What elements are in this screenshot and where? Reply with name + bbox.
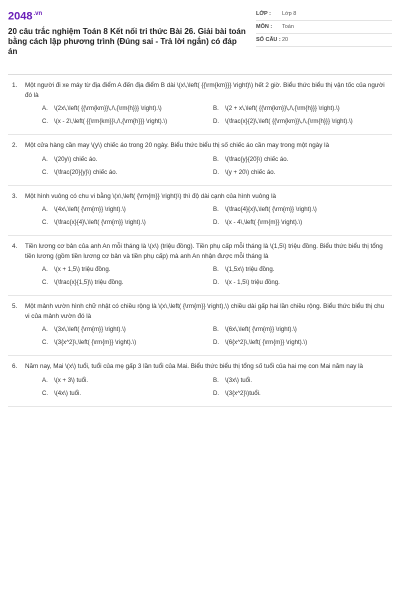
option-letter: C. [42, 339, 49, 346]
option-letter: D. [213, 389, 220, 397]
question-separator [8, 406, 392, 407]
option-text: \(3{x^2}\)tuổi. [225, 389, 261, 397]
answer-options [8, 155, 392, 181]
option-text: \(\frac{x}{4}\,\left( {\rm{m}} \right).\) [54, 219, 146, 226]
info-row-class [256, 8, 392, 21]
question-stem [8, 141, 392, 151]
question-text: Một cửa hàng cần may \(y\) chiếc áo trong 20 ngày. Biểu thức biểu thị số chiếc áo cần may trong một ngày là [25, 142, 330, 149]
option-letter: A. [42, 155, 48, 163]
answer-option[interactable] [213, 338, 384, 347]
question-item [8, 141, 392, 186]
header-left [8, 8, 246, 70]
question-separator [8, 295, 392, 296]
option-letter: B. [213, 155, 219, 163]
option-letter: A. [42, 105, 48, 112]
option-text: \(1,5x\) triệu đồng. [225, 266, 275, 273]
option-letter: B. [213, 326, 219, 333]
question-stem [8, 362, 392, 372]
question-number: 1. [12, 82, 18, 89]
answer-options [8, 265, 392, 291]
question-separator [8, 355, 392, 356]
option-text: \(3{x^2}\,\left( {\rm{m}} \right).\) [54, 339, 137, 346]
option-letter: B. [213, 206, 219, 213]
option-text: \(\frac{x}{2}\,\left( {{\rm{km}}\,/\,{\rm{h}}} \right).\) [225, 118, 353, 125]
answer-option[interactable] [213, 376, 384, 385]
option-letter: C. [42, 219, 49, 226]
option-text: \(x + 1,5\) triệu đồng. [54, 266, 111, 273]
option-letter: C. [42, 168, 49, 176]
option-text: \(\frac{20}{y}\) chiếc áo. [54, 168, 118, 176]
option-text: \(x - 4\,\left( {\rm{m}} \right).\) [225, 219, 303, 226]
question-text: Tiền lương cơ bản của anh An mỗi tháng là \(x\) (triệu đồng). Tiền phụ cấp mỗi tháng là \(1,5\) triệu đồng. Biểu thức biểu thị tổng tiền lương (gồm tiền lương cơ bản và tiền phụ cấp) mà anh An nhận được mỗi tháng là [25, 243, 383, 260]
option-letter: C. [42, 279, 49, 286]
question-text: Một mảnh vườn hình chữ nhật có chiều rộng là \(x\,\left( {\rm{m}} \right),\) chiều dài gấp hai lần chiều rộng. Biểu thức biểu thị chu vi của mảnh vườn đó là [25, 303, 385, 320]
question-number: 3. [12, 192, 18, 200]
answer-option[interactable] [42, 155, 213, 164]
option-text: \(3x\) tuổi. [225, 376, 253, 384]
info-label: SỐ CÂU : [256, 37, 281, 43]
option-letter: B. [213, 266, 219, 273]
option-text: \(20y\) chiếc áo. [54, 155, 98, 163]
answer-option[interactable] [42, 389, 213, 398]
answer-option[interactable] [42, 218, 213, 227]
info-row-subject [256, 21, 392, 34]
question-item [8, 302, 392, 356]
question-text: Một hình vuông có chu vi bằng \(x\,\left( {\rm{m}} \right)\) thì độ dài cạnh của hình vuông là [25, 192, 276, 200]
info-label: LỚP : [256, 11, 271, 17]
answer-option[interactable] [213, 265, 384, 274]
logo-suffix: .vn [33, 11, 43, 17]
option-letter: D. [213, 168, 220, 176]
question-stem [8, 192, 392, 202]
option-letter: D. [213, 279, 220, 286]
answer-option[interactable] [213, 389, 384, 398]
info-value: 20 [282, 37, 289, 43]
option-text: \(x - 1,5\) triệu đồng. [225, 279, 280, 286]
page-header [8, 0, 392, 70]
answer-option[interactable] [42, 325, 213, 334]
answer-option[interactable] [42, 117, 213, 126]
question-text: Một người đi xe máy từ địa điểm A đến địa điểm B dài \(x\,\left( {{\rm{km}}} \right)\) hết 2 giờ. Biểu thức biểu thị vận tốc của người đó là [25, 82, 385, 99]
answer-option[interactable] [213, 155, 384, 164]
question-separator [8, 185, 392, 186]
option-text: \(\frac{y}{20}\) chiếc áo. [225, 155, 289, 163]
logo-main: 2048 [8, 10, 33, 23]
answer-options [8, 205, 392, 231]
option-letter: C. [42, 389, 49, 397]
answer-options [8, 376, 392, 402]
option-letter: A. [42, 206, 48, 213]
answer-option[interactable] [213, 205, 384, 214]
question-number: 6. [12, 363, 18, 370]
answer-option[interactable] [213, 117, 384, 126]
option-letter: D. [213, 339, 220, 346]
info-value: Lớp 8 [282, 11, 297, 17]
question-number: 2. [12, 142, 18, 149]
option-letter: B. [213, 105, 219, 112]
answer-option[interactable] [213, 218, 384, 227]
answer-options [8, 104, 392, 130]
info-label: MÔN : [256, 24, 273, 30]
option-text: \(4x\,\left( {\rm{m}} \right).\) [54, 206, 126, 213]
option-letter: A. [42, 266, 48, 273]
answer-option[interactable] [213, 104, 384, 113]
answer-option[interactable] [213, 168, 384, 177]
option-text: \(\frac{x}{1,5}\) triệu đồng. [54, 279, 124, 286]
answer-option[interactable] [42, 278, 213, 287]
answer-option[interactable] [213, 278, 384, 287]
option-text: \(y + 20\) chiếc áo. [225, 168, 276, 176]
question-stem [8, 242, 392, 261]
question-item [8, 192, 392, 237]
option-text: \(\frac{4}{x}\,\left( {\rm{m}} \right).\) [225, 206, 317, 213]
option-text: \(3x\,\left( {\rm{m}} \right).\) [54, 326, 126, 333]
info-value: Toán [282, 24, 294, 30]
question-item [8, 81, 392, 135]
answer-option[interactable] [42, 104, 213, 113]
answer-option[interactable] [213, 325, 384, 334]
question-number: 4. [12, 243, 18, 250]
question-text: Năm nay, Mai \(x\) tuổi, tuổi của mẹ gấp 3 lần tuổi của Mai. Biểu thức biểu thị tổng số tuổi của hai mẹ con Mai năm nay là [25, 363, 364, 370]
question-stem [8, 81, 392, 100]
answer-option[interactable] [42, 265, 213, 274]
info-row-count [256, 34, 392, 47]
question-stem [8, 302, 392, 321]
option-text: \(6{x^2}\,\left( {\rm{m}} \right).\) [225, 339, 308, 346]
option-text: \(x + 3\) tuổi. [54, 376, 89, 384]
answer-option[interactable] [42, 168, 213, 177]
answer-option[interactable] [42, 205, 213, 214]
option-letter: C. [42, 118, 49, 125]
option-letter: D. [213, 219, 220, 226]
question-separator [8, 235, 392, 236]
option-letter: B. [213, 376, 219, 384]
option-letter: A. [42, 376, 48, 384]
site-logo[interactable] [8, 8, 246, 24]
option-text: \(2x\,\left( {{\rm{km}}\,/\,{\rm{h}}} \right).\) [54, 105, 162, 112]
option-letter: D. [213, 118, 220, 125]
option-letter: A. [42, 326, 48, 333]
option-text: \(x - 2\,\left( {{\rm{km}}\,/\,{\rm{h}}} \right).\) [54, 118, 168, 125]
answer-option[interactable] [42, 338, 213, 347]
option-text: \(6x\,\left( {\rm{m}} \right).\) [225, 326, 297, 333]
info-panel [256, 8, 392, 70]
answer-option[interactable] [42, 376, 213, 385]
document-title: 20 câu trắc nghiệm Toán 8 Kết nối tri thức Bài 26. Giải bài toán bằng cách lập phương trình (Đúng sai - Trả lời ngắn) có đáp án [8, 26, 246, 56]
question-separator [8, 134, 392, 135]
question-list [8, 81, 392, 407]
answer-options [8, 325, 392, 351]
question-number: 5. [12, 303, 18, 310]
header-divider [8, 74, 392, 75]
option-text: \(4x\) tuổi. [54, 389, 82, 397]
question-item [8, 362, 392, 407]
option-text: \(2 + x\,\left( {{\rm{km}}\,/\,{\rm{h}}} \right).\) [225, 105, 340, 112]
question-item [8, 242, 392, 296]
